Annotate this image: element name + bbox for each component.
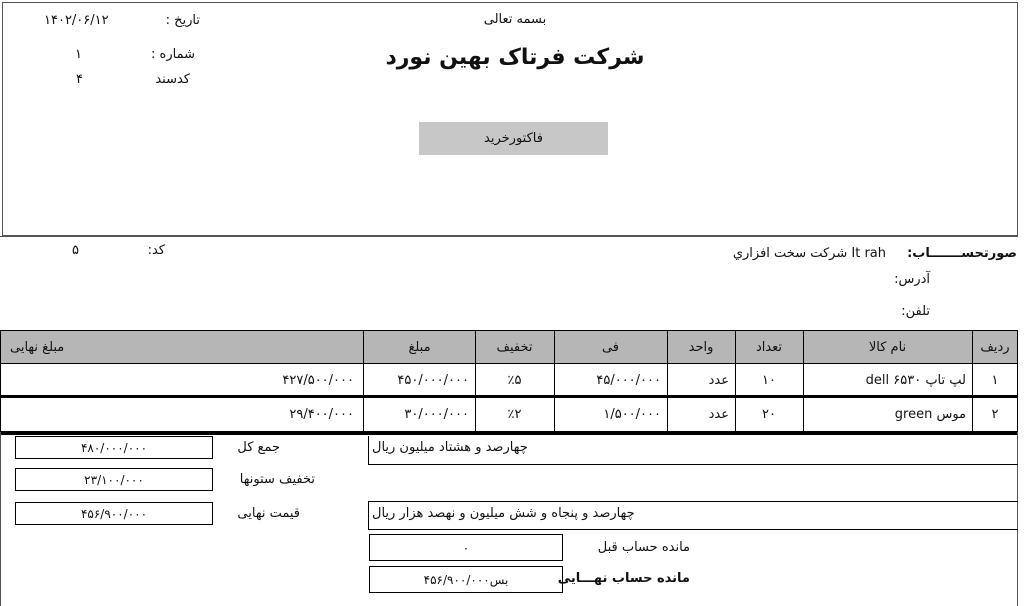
row2-amount: ۳۰/۰۰۰/۰۰۰: [404, 406, 469, 422]
prev-balance-label: مانده حساب قبل: [597, 540, 690, 555]
row2-final-amount: ۲۹/۴۰۰/۰۰۰: [289, 406, 354, 422]
summary-left-border: [0, 432, 1, 606]
header-unit-price: فی: [601, 339, 620, 355]
col-sep: [475, 330, 476, 432]
kadesand-value: ۴: [76, 72, 83, 87]
address-label: آدرس:: [894, 272, 930, 287]
row2-item-name: موس green: [894, 406, 966, 422]
row1-qty: ۱۰: [762, 372, 776, 388]
col-sep: [803, 330, 804, 432]
date-label: تاریخ :: [165, 13, 200, 28]
row1-discount: ٪۵: [507, 372, 522, 388]
row1-final-amount: ۴۲۷/۵۰۰/۰۰۰: [282, 372, 354, 388]
invocation-text: بسمه تعالی: [483, 12, 547, 27]
row1-amount: ۴۵۰/۰۰۰/۰۰۰: [397, 372, 469, 388]
code-label: کد:: [147, 243, 165, 258]
company-title: شرکت فرتاک بهین نورد: [385, 45, 645, 70]
row1-unit: عدد: [708, 372, 729, 388]
header-frame: [2, 2, 1018, 236]
header-amount: مبلغ: [408, 339, 431, 355]
header-discount: تخفیف: [496, 339, 533, 355]
account-label: صورتحســـــــاب:: [907, 246, 1017, 261]
total-words-text: چهارصد و هشتاد میلیون ریال: [372, 440, 528, 455]
row2-unit: عدد: [708, 406, 729, 422]
party-top-rule: [0, 236, 1018, 237]
row2-row-no: ۲: [991, 406, 999, 422]
header-row-no: ردیف: [980, 339, 1010, 355]
row1-unit-price: ۴۵/۰۰۰/۰۰۰: [596, 372, 661, 388]
col-discount-label: تخفیف ستونها: [239, 472, 315, 487]
col-sep: [554, 330, 555, 432]
number-value: ۱: [75, 47, 82, 62]
final-balance-label: مانده حساب نهـــایی: [557, 571, 690, 586]
col-sep: [972, 330, 973, 432]
final-words-text: چهارصد و پنجاه و شش میلیون و نهصد هزار ریال: [372, 506, 635, 521]
code-value: ۵: [72, 243, 79, 258]
header-unit: واحد: [688, 339, 714, 355]
kadesand-label: کدسند: [155, 72, 190, 87]
account-value: It rah شرکت سخت افزاري: [732, 246, 886, 261]
total-label: جمع کل: [237, 440, 280, 455]
col-sep: [363, 330, 364, 432]
col-discount-value-box: ۲۳/۱۰۰/۰۰۰: [15, 468, 213, 491]
summary-top-rule: [0, 432, 1018, 435]
row2-qty: ۲۰: [762, 406, 776, 422]
row1-item-name: لپ تاپ dell ۶۵۳۰: [865, 372, 966, 388]
row2-discount: ٪۲: [507, 406, 522, 422]
invoice-type-button[interactable]: فاکتورخرید: [419, 122, 608, 155]
header-qty: تعداد: [755, 339, 783, 355]
col-sep: [735, 330, 736, 432]
row2-unit-price: ۱/۵۰۰/۰۰۰: [603, 406, 661, 422]
header-final-amount: مبلغ نهایی: [10, 339, 65, 355]
prev-balance-box: ۰: [369, 534, 563, 561]
row1-row-no: ۱: [991, 372, 999, 388]
final-price-value-box: ۴۵۶/۹۰۰/۰۰۰: [15, 502, 213, 525]
header-item-name: نام کالا: [868, 339, 907, 355]
total-value-box: ۴۸۰/۰۰۰/۰۰۰: [15, 436, 213, 459]
number-label: شماره :: [151, 47, 195, 62]
phone-label: تلفن:: [901, 304, 930, 319]
col-sep: [667, 330, 668, 432]
final-balance-box: ۴۵۶/۹۰۰/۰۰۰بس: [369, 566, 563, 593]
col-sep: [1017, 330, 1018, 432]
final-price-label: قیمت نهایی: [237, 506, 300, 521]
date-value: ۱۴۰۲/۰۶/۱۲: [44, 13, 109, 28]
